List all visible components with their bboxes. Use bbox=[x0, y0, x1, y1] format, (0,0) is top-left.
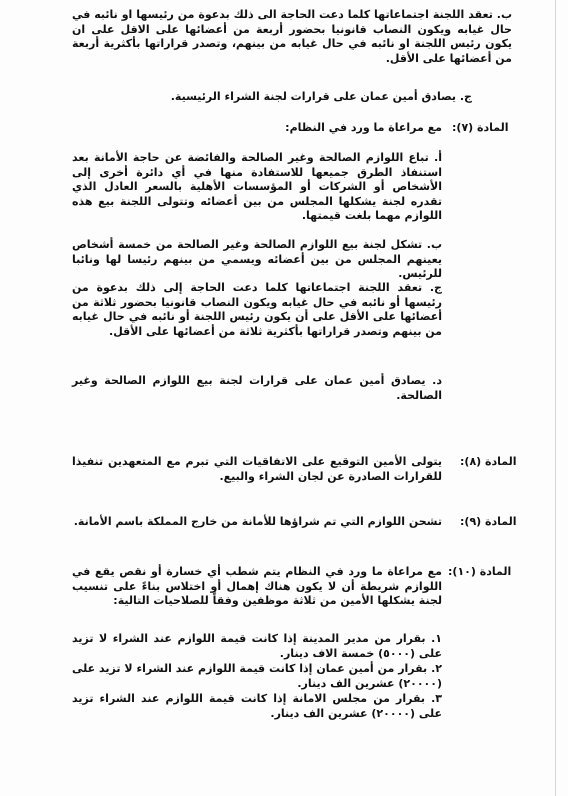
article-7-clause-a: أ. تباع اللوازم الصالحة وغير الصالحة والفائضة عن حاجة الأمانة بعد استنفاذ الطرق جميعها للاستفادة منها في أي دائرة أخرى إلى الأشخاص أو الشركات أو المؤسسات الأهلية بالسعر العادل الذي تقدره لجنة يشكلها المجلس من بين أعضائه وتتولى اللجنة بيع هذه اللوازم مهما بلغت قيمتها. bbox=[72, 151, 442, 223]
top-clause-b: ب. تعقد اللجنة اجتماعاتها كلما دعت الحاجة الى ذلك بدعوة من رئيسها او نائبه في حال غيابه ويكون النصاب قانونيا بحضور أربعة من أعضائها على الاقل على ان يكون رئيس اللجنة او نائبه في حال غيابه من بينهم، وتصدر قراراتها بأكثرية أربعة من أعضائها على الأقل. bbox=[72, 8, 512, 65]
article-10-item-2: ٢. بقرار من أمين عمان إذا كانت قيمة اللوازم عند الشراء لا تزيد على (٢٠٠٠٠) عشرين الف دينار. bbox=[72, 662, 442, 690]
article-7-clause-j: ج. تعقد اللجنة اجتماعاتها كلما دعت الحاجة إلى ذلك بدعوة من رئيسها أو نائبه في حال غيابه ويكون النصاب قانونيا بحضور ثلاثة من أعضائها على الأقل على أن يكون رئيس اللجنة أو نائبه في حال غيابه من بينهم وتصدر قراراتها بأكثرية ثلاثة من أعضائها على الأقل. bbox=[72, 281, 442, 338]
article-7-label: المادة (٧): bbox=[452, 121, 509, 134]
article-8-label: المادة (٨): bbox=[460, 455, 517, 468]
article-8-text: يتولى الأمين التوقيع على الاتفاقيات التي تبرم مع المتعهدين تنفيذا للقرارات الصادرة عن لجان الشراء والبيع. bbox=[72, 455, 442, 483]
article-7-clause-b: ب. تشكل لجنة بيع اللوازم الصالحة وغير الصالحة من خمسة أشخاص يعينهم المجلس من بين أعضائه ويسمي من بينهم رئيسا لها ونائبا للرئيس. bbox=[72, 238, 442, 281]
scan-margin-line bbox=[555, 0, 556, 796]
article-10-label: المادة (١٠): bbox=[448, 565, 512, 578]
article-10-text: مع مراعاة ما ورد في النظام يتم شطب أي خسارة أو نقص يقع في اللوازم شريطة أن لا يكون هناك إهمال أو اختلاس بناءً على تنسيب لجنة يشكلها الأمين من ثلاثة موظفين وفقاً للصلاحيات التالية: bbox=[72, 565, 442, 608]
article-7-clause-d: د. يصادق أمين عمان على قرارات لجنة بيع اللوازم الصالحة وغير الصالحة. bbox=[72, 374, 442, 402]
article-7-intro: مع مراعاة ما ورد في النظام: bbox=[285, 121, 442, 134]
article-9-label: المادة (٩): bbox=[460, 515, 517, 528]
article-9-text: تشحن اللوازم التي تم شراؤها للأمانة من خارج المملكة باسم الأمانة. bbox=[73, 515, 442, 528]
top-clause-j: ج. يصادق أمين عمان على قرارات لجنة الشراء الرئيسية. bbox=[170, 90, 472, 103]
article-10-item-3: ٣. بقرار من مجلس الامانة إذا كانت قيمة اللوازم عند الشراء تزيد على (٢٠٠٠٠) عشرين الف دينار. bbox=[72, 692, 442, 720]
article-10-item-1: ١. بقرار من مدير المدينة إذا كانت قيمة اللوازم عند الشراء لا تزيد على (٥٠٠٠) خمسة الاف دينار. bbox=[72, 632, 442, 660]
